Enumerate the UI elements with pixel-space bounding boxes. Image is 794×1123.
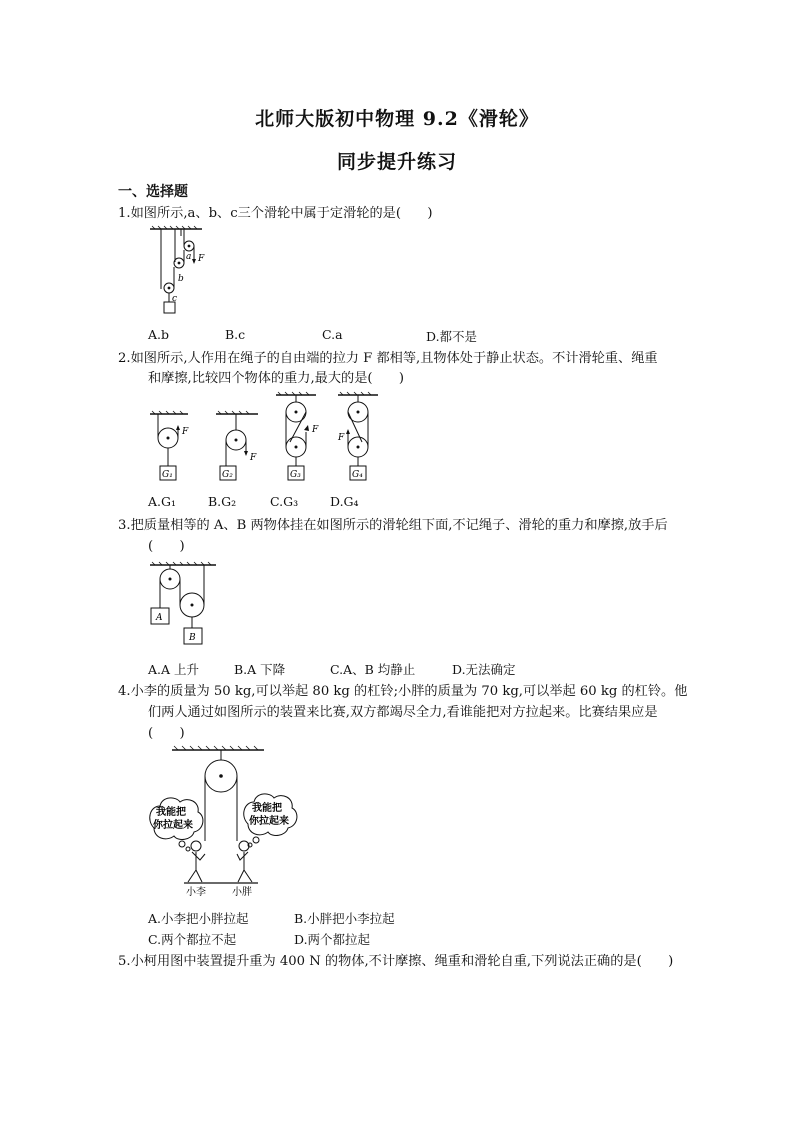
question-5-text: 5.小柯用图中装置提升重为 400 N 的物体,不计摩擦、绳重和滑轮自重,下列说法正确的是( ) — [118, 954, 674, 969]
q4-name-right: 小胖 — [232, 887, 252, 898]
question-2-text-line1: 2.如图所示,人作用在绳子的自由端的拉力 F 都相等,且物体处于静止状态。不计滑轮重、绳重 — [118, 351, 658, 366]
q4-bubble-right-line2: 你拉起来 — [249, 816, 289, 827]
q1-option-a[interactable]: A.b — [148, 327, 170, 342]
q3-label-a: A — [156, 613, 163, 623]
q2-g1-label: G₁ — [162, 470, 173, 480]
q2-option-b[interactable]: B.G₂ — [208, 494, 237, 509]
q2-option-c[interactable]: C.G₃ — [270, 494, 299, 509]
q1-option-c[interactable]: C.a — [322, 327, 343, 342]
q2-force-label-3: F — [312, 425, 319, 435]
question-4-text-line3: ( ) — [148, 726, 185, 741]
q3-option-b[interactable]: B.A 下降 — [234, 662, 286, 677]
question-2-figure — [148, 392, 388, 484]
q2-force-label-2: F — [250, 453, 257, 463]
q4-bubble-left-line1: 我能把 — [156, 807, 186, 818]
question-3-text-line1: 3.把质量相等的 A、B 两物体挂在如图所示的滑轮组下面,不记绳子、滑轮的重力和摩擦,放手后 — [118, 518, 668, 533]
q4-option-d[interactable]: D.两个都拉起 — [294, 932, 371, 947]
q1-option-d[interactable]: D.都不是 — [426, 329, 478, 344]
q3-option-c[interactable]: C.A、B 均静止 — [330, 662, 416, 677]
question-4-figure — [148, 746, 308, 898]
label-force: F — [198, 254, 205, 264]
q2-force-label-1: F — [182, 427, 189, 437]
q4-option-b[interactable]: B.小胖把小李拉起 — [294, 911, 395, 926]
q3-option-a[interactable]: A.A 上升 — [148, 662, 200, 677]
label-c: c — [172, 294, 178, 304]
label-a: a — [186, 252, 192, 262]
question-2-text-line2: 和摩擦,比较四个物体的重力,最大的是( ) — [148, 371, 405, 386]
question-4-text-line1: 4.小李的质量为 50 kg,可以举起 80 kg 的杠铃;小胖的质量为 70 kg,可以举起 60 kg 的杠铃。他 — [118, 684, 688, 699]
q4-bubble-left-line2: 你拉起来 — [153, 820, 193, 831]
q4-option-a[interactable]: A.小李把小胖拉起 — [148, 911, 249, 926]
q2-g2-label: G₂ — [222, 470, 233, 480]
q3-label-b: B — [189, 633, 196, 643]
section-heading: 一、选择题 — [118, 184, 188, 200]
q2-g4-label: G₄ — [352, 470, 363, 480]
q2-force-label-4: F — [338, 433, 345, 443]
q3-option-d[interactable]: D.无法确定 — [452, 662, 516, 677]
q2-option-d[interactable]: D.G₄ — [330, 494, 359, 509]
question-1-text: 1.如图所示,a、b、c三个滑轮中属于定滑轮的是( ) — [118, 206, 433, 221]
label-b: b — [178, 274, 184, 284]
q4-name-left: 小李 — [186, 887, 206, 898]
page-subtitle: 同步提升练习 — [336, 151, 457, 173]
q2-g3-label: G₃ — [290, 470, 301, 480]
q4-option-c[interactable]: C.两个都拉不起 — [148, 932, 237, 947]
q1-option-b[interactable]: B.c — [225, 327, 246, 342]
q4-bubble-right-line1: 我能把 — [252, 803, 282, 814]
question-3-figure — [148, 562, 228, 648]
question-1-figure — [148, 226, 218, 318]
q2-option-a[interactable]: A.G₁ — [148, 494, 176, 509]
question-3-text-line2: ( ) — [148, 539, 185, 554]
question-4-text-line2: 们两人通过如图所示的装置来比赛,双方都竭尽全力,看谁能把对方拉起来。比赛结果应是 — [148, 705, 658, 720]
page-title: 北师大版初中物理 9.2《滑轮》 — [255, 108, 539, 130]
